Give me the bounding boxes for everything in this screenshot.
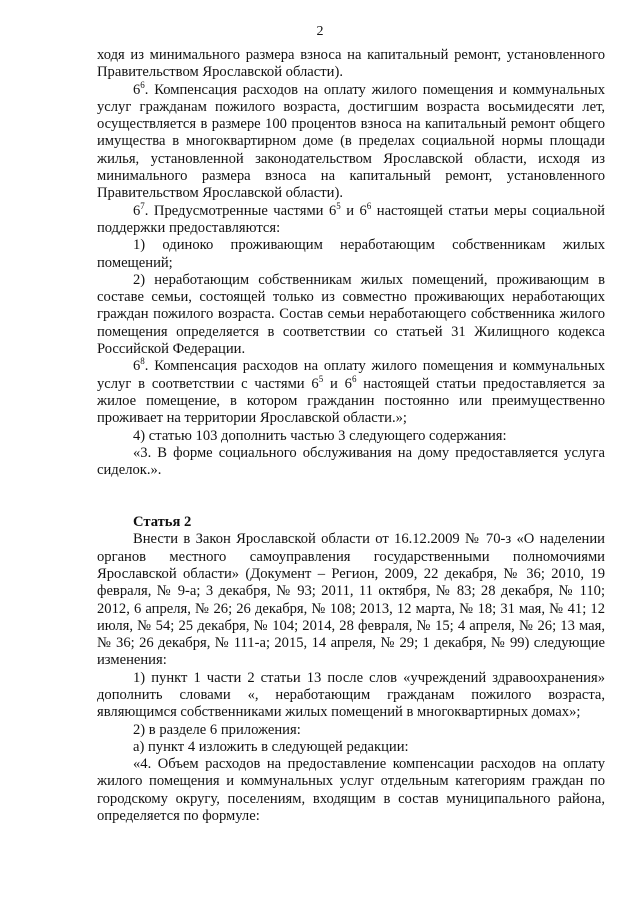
ref-superscript: 6 <box>366 200 372 211</box>
paragraph-text: настоящей статьи предоставляется за жилое помещение, в котором гражданин постоянно или преимущественно проживает на территории Ярославской области.»; <box>97 375 605 427</box>
ref-number: 6 <box>311 375 319 392</box>
section-number: 6 <box>133 202 141 219</box>
section-superscript: 7 <box>140 200 145 211</box>
section-dot: . <box>144 81 155 98</box>
paragraph-6-6 <box>97 79 606 203</box>
article-heading: Статья 2 <box>133 514 192 531</box>
section-superscript: 6 <box>140 79 145 90</box>
paragraph-text: Компенсация расходов на оплату жилого помещения и коммунальных услуг гражданам пожилого возраста, достигшим возраста восьмидесяти лет, осуществляется в размере 100 процентов взноса на капитальный ремонт общего имущества в многоквартирном доме (в пределах социальной нормы площади жилья, установленной законодательством Ярославской области, исходя из минимального размера взноса на капитальный ремонт, установленного Правительством Ярославской области). <box>97 81 606 202</box>
article-2-intro: Внести в Закон Ярославской области от 16.12.2009 № 70-з «О наделении органов местного самоуправления государственными полномочиями Ярославской области» (Документ – Регион, 2009, 22 декабря, № 36; 2010, 19 февраля, № 9-а; 3 декабря, № 93; 2011, 11 октября, № 83; 28 декабря, № 110; 2012, 6 апреля, № 26; 26 декабря, № 108; 2013, 12 марта, № 18; 31 мая, № 41; 12 июля, № 54; 25 декабря, № 104; 2014, 28 февраля, № 15; 4 апреля, № 26; 13 мая, № 36; 26 декабря, № 111-а; 2015, 14 апреля, № 29; 1 декабря, № 99) следующие изменения: <box>97 531 605 669</box>
quoted-part-3: «3. В форме социального обслуживания на дому предоставляется услуга сиделок.». <box>97 444 605 479</box>
ref-superscript: 5 <box>336 200 341 211</box>
section-number: 6 <box>133 81 141 98</box>
section-number: 6 <box>133 358 141 375</box>
section-superscript: 8 <box>140 356 145 367</box>
paragraph-text: настоящей статьи меры социальной поддержки предоставляются: <box>97 202 605 236</box>
ref-superscript: 6 <box>351 373 357 384</box>
ref-superscript: 5 <box>318 373 324 384</box>
paragraph-6-8 <box>97 358 605 427</box>
ref-number: 6 <box>359 202 367 219</box>
paragraph-continuation: ходя из минимального размера взноса на капитальный ремонт, установленного Правительством Ярославской области). <box>97 47 605 81</box>
document-body <box>97 47 605 825</box>
change-item-1: 1) пункт 1 части 2 статьи 13 после слов «учреждений здравоохранения» дополнить словами «, неработающим гражданам пожилого возраста, являющимся собственниками жилых помещений в многоквартирных домах»; <box>97 669 605 721</box>
list-item-4: 4) статью 103 дополнить частью 3 следующего содержания: <box>133 427 507 444</box>
paragraph-text: . Предусмотренные частями <box>144 202 329 219</box>
change-item-2: 2) в разделе 6 приложения: <box>133 721 301 738</box>
page-number: 2 <box>316 24 324 39</box>
ref-number: 6 <box>344 375 352 392</box>
list-item-2: 2) неработающим собственникам жилых помещений, проживающим в составе семьи, состоящей только из совместно проживающих неработающих граждан пожилого возраста. Состав семьи неработающего собственника жилого помещения определяется в соответствии со статьей 31 Жилищного кодекса Российской Федерации. <box>97 271 605 358</box>
paragraph-text: и <box>340 202 360 219</box>
change-subitem-a: а) пункт 4 изложить в следующей редакции: <box>133 738 409 755</box>
paragraph-text: и <box>323 375 345 392</box>
quoted-point-4: «4. Объем расходов на предоставление компенсации расходов на оплату жилого помещения и коммунальных услуг отдельным категориям граждан по городскому округу, поселениям, входящим в состав муниципального района, определяется по формуле: <box>97 756 605 825</box>
ref-number: 6 <box>328 202 337 219</box>
paragraph-6-7 <box>97 200 605 238</box>
list-item-1: 1) одиноко проживающим неработающим собственникам жилых помещений; <box>97 237 605 271</box>
paragraph-text: . Компенсация расходов на оплату жилого помещения и коммунальных услуг в соответствии с частями <box>97 358 605 392</box>
